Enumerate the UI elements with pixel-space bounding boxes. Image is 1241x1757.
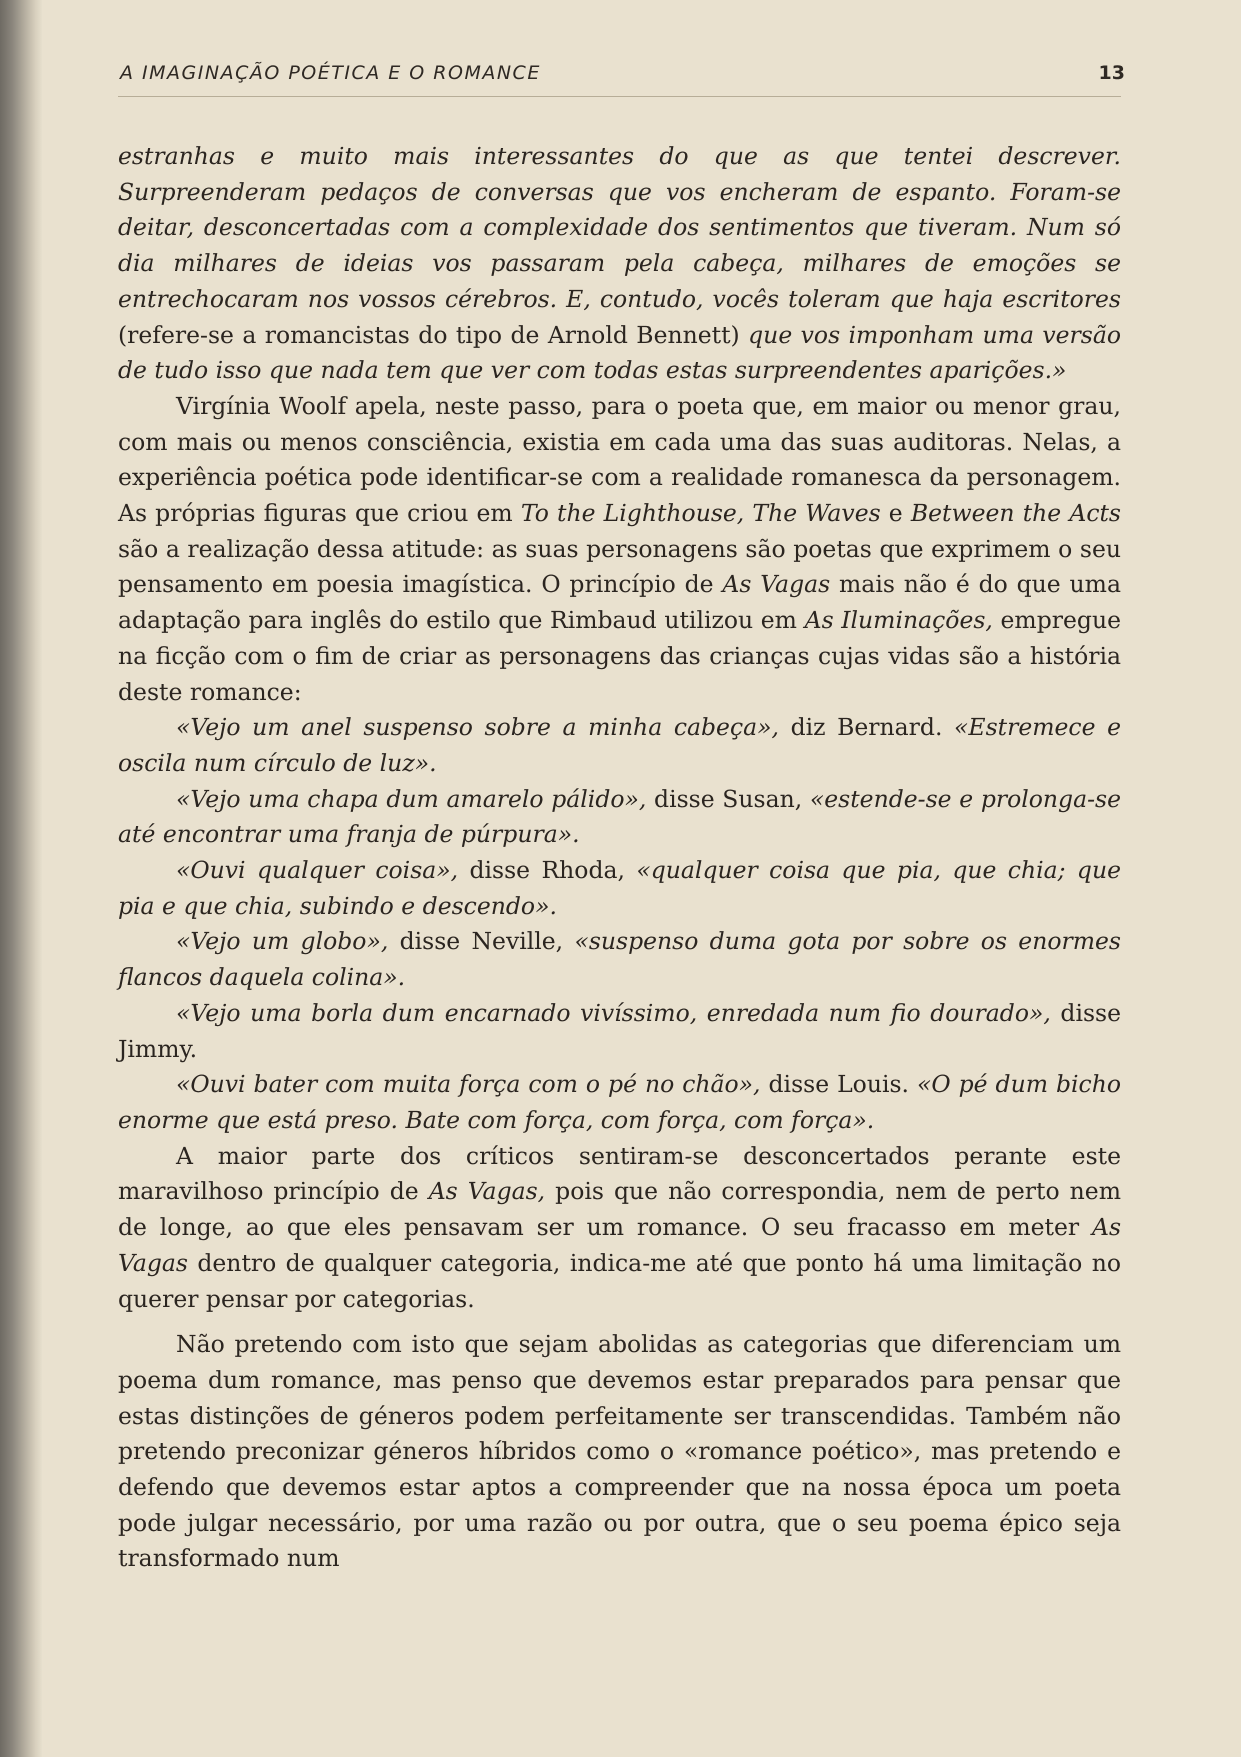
book-spine-shadow	[0, 0, 42, 1757]
italic-text-run: estranhas e muito mais interessantes do que as que tentei descrever. Surpreenderam pedaços de conversas que vos encheram de espanto. Foram-se deitar, desconcertadas com a complexidade dos sentimentos que tiveram. Num só dia milhares de ideias vos passaram pela cabeça, milhares de emoções se entrechocaram nos vossos cérebros. E, contudo, vocês toleram que haja escritores	[118, 142, 1121, 313]
italic-text-run: As Vagas	[118, 1213, 1121, 1277]
paragraph	[118, 996, 1121, 1067]
italic-text-run: «Vejo uma borla dum encarnado vivíssimo, enredada num fio dourado»,	[176, 998, 1051, 1027]
text-run: disse Jimmy.	[118, 998, 1121, 1063]
italic-text-run: «Ouvi bater com muita força com o pé no chão»,	[176, 1070, 761, 1099]
italic-text-run: «Vejo uma chapa dum amarelo pálido»,	[176, 784, 647, 813]
text-run: Virgínia Woolf apela, neste passo, para o poeta que, em maior ou menor grau, com mais ou menos consciência, existia em cada uma das suas auditoras. Nelas, a experiência poética pode identificar-se com a realidade romanesca da personagem. As próprias figuras que criou em	[118, 391, 1121, 528]
text-run: (refere-se a romancistas do tipo de Arnold Bennett)	[118, 320, 749, 349]
italic-text-run: «Vejo um anel suspenso sobre a minha cabeça»,	[176, 713, 779, 742]
text-run: disse Susan,	[646, 784, 810, 813]
text-run: disse Louis.	[760, 1070, 917, 1099]
text-run: dentro de qualquer categoria, indica-me até que ponto há uma limitação no querer pensar por categorias.	[118, 1248, 1121, 1313]
italic-text-run: «estende-se e prolonga-se até encontrar uma franja de púrpura».	[118, 784, 1122, 849]
text-run: Não pretendo com isto que sejam abolidas as categorias que diferenciam um poema dum romance, mas penso que devemos estar preparados para pensar que estas distinções de géneros podem perfeitamente ser transcendidas. Também não pretendo preconizar géneros híbridos como o «romance poético», mas pretendo e defendo que devemos estar aptos a compreender que na nossa época um poeta pode julgar necessário, por uma razão ou por outra, que o seu poema épico seja transformado num	[118, 1330, 1121, 1573]
italic-text-run: «Ouvi qualquer coisa»,	[176, 856, 459, 885]
text-run: disse Neville,	[388, 927, 575, 956]
italic-text-run: «suspenso duma gota por sobre os enormes flancos daquela colina».	[118, 927, 1121, 992]
page-header	[118, 56, 1125, 97]
text-run: disse Rhoda,	[458, 856, 637, 885]
paragraph	[118, 710, 1121, 781]
italic-text-run: As Vagas,	[428, 1177, 546, 1206]
text-run: mais não é do que uma adaptação para inglês do estilo que Rimbaud utilizou em	[118, 570, 1121, 635]
page-number: 13	[1098, 62, 1125, 84]
book-page	[118, 56, 1125, 1577]
paragraph	[118, 1327, 1121, 1577]
text-run: A maior parte dos críticos sentiram-se desconcertados perante este maravilhoso princípio de	[118, 1141, 1121, 1206]
text-run: são a realização dessa atitude: as suas personagens são poetas que exprimem o seu pensamento em poesia imagística. O princípio de	[118, 534, 1121, 599]
running-title: A IMAGINAÇÃO POÉTICA E O ROMANCE	[120, 62, 541, 84]
paragraph	[118, 139, 1121, 389]
italic-text-run: que vos imponham uma versão de tudo isso que nada tem que ver com todas estas surpreendentes aparições.»	[118, 320, 1122, 385]
italic-text-run: As Iluminações,	[804, 606, 993, 635]
paragraph	[118, 924, 1121, 995]
italic-text-run: «Vejo um globo»,	[176, 927, 389, 956]
italic-text-run: To the Lighthouse, The Waves	[520, 499, 881, 528]
text-run: pois que não correspondia, nem de perto nem de longe, ao que eles pensavam ser um romance. O seu fracasso em meter	[118, 1177, 1121, 1242]
paragraph	[118, 782, 1121, 853]
text-run: e	[880, 499, 911, 528]
italic-text-run: «qualquer coisa que pia, que chia; que pia e que chia, subindo e descendo».	[118, 856, 1122, 920]
italic-text-run: As Vagas	[722, 570, 831, 599]
text-run: empregue na ficção com o fim de criar as personagens das crianças cujas vidas são a história deste romance:	[118, 606, 1121, 706]
text-run: diz Bernard.	[778, 713, 955, 742]
italic-text-run: «Estremece e oscila num círculo de luz».	[118, 713, 1121, 777]
paragraph	[118, 1067, 1121, 1138]
italic-text-run: «O pé dum bicho enorme que está preso. Bate com força, com força, com força».	[118, 1070, 1121, 1134]
italic-text-run: Between the Acts	[910, 499, 1121, 528]
paragraph	[118, 389, 1121, 710]
paragraph	[118, 853, 1121, 924]
body-text	[118, 139, 1121, 1577]
paragraph	[118, 1139, 1121, 1318]
